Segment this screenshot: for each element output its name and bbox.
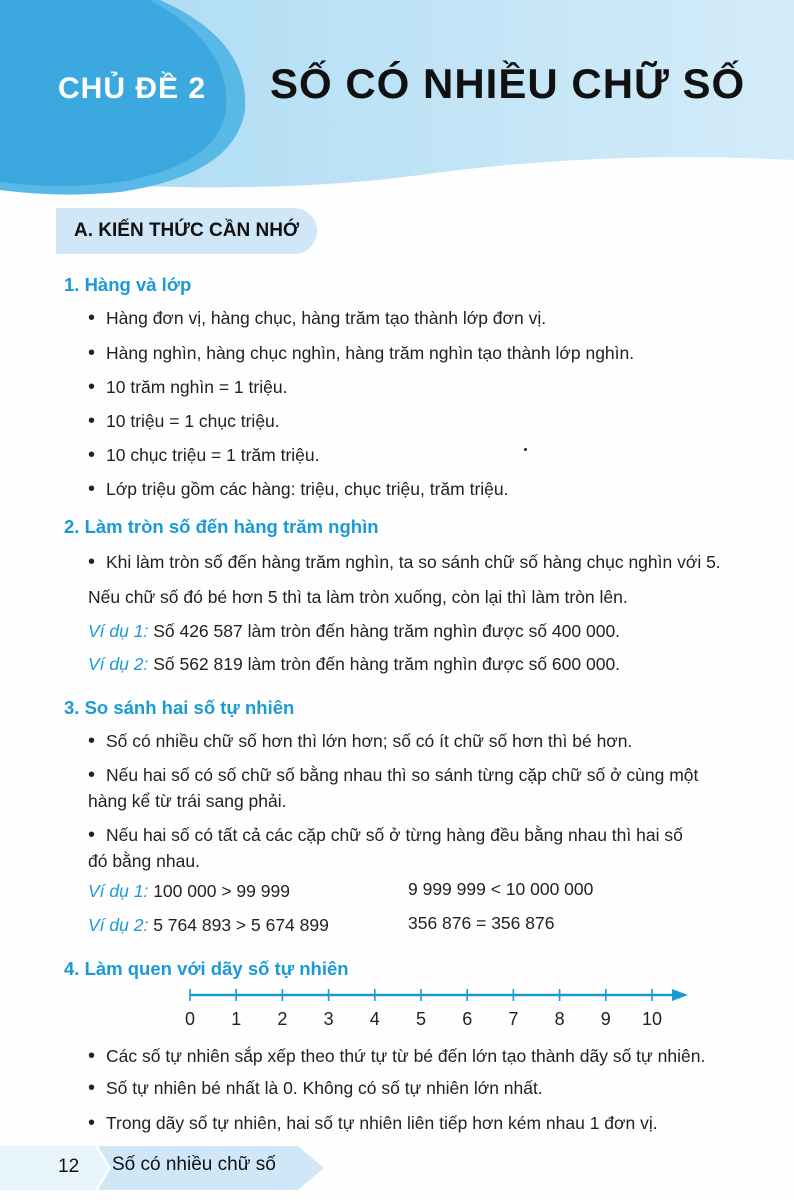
- example-label: Ví dụ 2:: [88, 654, 149, 674]
- number-line-label: 1: [231, 1009, 242, 1029]
- example-label: Ví dụ 1:: [88, 621, 149, 641]
- number-line-label: 6: [462, 1009, 473, 1029]
- list-item: • Số có nhiều chữ số hơn thì lớn hơn; số có ít chữ số hơn thì bé hơn.: [106, 731, 632, 752]
- topic-label: CHỦ ĐỀ 2: [58, 72, 207, 105]
- number-line-label: 2: [277, 1009, 288, 1029]
- paragraph-line: Nếu chữ số đó bé hơn 5 thì ta làm tròn xuống, còn lại thì làm tròn lên.: [88, 587, 628, 607]
- paragraph-line: hàng kể từ trái sang phải.: [88, 791, 287, 811]
- list-item: • Nếu hai số có số chữ số bằng nhau thì so sánh từng cặp chữ số ở cùng một: [106, 765, 698, 786]
- example-text: Số 562 819 làm tròn đến hàng trăm nghìn được số 600 000.: [153, 654, 621, 674]
- number-line-label: 4: [369, 1009, 380, 1029]
- number-line-label: 3: [323, 1009, 334, 1029]
- example-line: [88, 654, 620, 675]
- section-a-title: A. KIẾN THỨC CẦN NHỚ: [56, 208, 317, 254]
- example-line: [88, 915, 329, 936]
- example-line: [88, 621, 620, 642]
- number-line-label: 10: [641, 1009, 663, 1029]
- heading-day-so: 4. Làm quen với dãy số tự nhiên: [64, 958, 349, 979]
- list-item: • Hàng nghìn, hàng chục nghìn, hàng trăm nghìn tạo thành lớp nghìn.: [106, 343, 634, 364]
- list-item: • Trong dãy số tự nhiên, hai số tự nhiên liên tiếp hơn kém nhau 1 đơn vị.: [106, 1113, 658, 1134]
- list-item: • Lớp triệu gồm các hàng: triệu, chục triệu, trăm triệu.: [106, 479, 509, 500]
- example-text-right: 9 999 999 < 10 000 000: [408, 879, 594, 899]
- list-item: • Khi làm tròn số đến hàng trăm nghìn, ta so sánh chữ số hàng chục nghìn với 5.: [106, 552, 721, 573]
- stray-dot: [524, 448, 527, 451]
- number-line: [180, 980, 700, 1036]
- number-line-arrow: [672, 989, 688, 1001]
- list-item: • Số tự nhiên bé nhất là 0. Không có số tự nhiên lớn nhất.: [106, 1078, 543, 1099]
- example-text: 100 000 > 99 999: [153, 881, 290, 901]
- list-item: • Hàng đơn vị, hàng chục, hàng trăm tạo thành lớp đơn vị.: [106, 308, 546, 329]
- list-item: • Các số tự nhiên sắp xếp theo thứ tự từ bé đến lớn tạo thành dãy số tự nhiên.: [106, 1046, 705, 1067]
- page-number: 12: [58, 1156, 80, 1177]
- heading-lam-tron: 2. Làm tròn số đến hàng trăm nghìn: [64, 516, 379, 537]
- example-label: Ví dụ 1:: [88, 881, 149, 901]
- chapter-title: SỐ CÓ NHIỀU CHỮ SỐ: [270, 60, 746, 107]
- example-text: Số 426 587 làm tròn đến hàng trăm nghìn được số 400 000.: [153, 621, 621, 641]
- list-item: • 10 chục triệu = 1 trăm triệu.: [106, 445, 320, 466]
- example-label: Ví dụ 2:: [88, 915, 149, 935]
- number-line-label: 8: [554, 1009, 565, 1029]
- heading-so-sanh: 3. So sánh hai số tự nhiên: [64, 697, 295, 718]
- number-line-label: 7: [508, 1009, 519, 1029]
- list-item: • Nếu hai số có tất cả các cặp chữ số ở từng hàng đều bằng nhau thì hai số: [106, 825, 683, 846]
- heading-hang-va-lop: 1. Hàng và lớp: [64, 274, 192, 295]
- example-line: [88, 881, 290, 902]
- example-text: 5 764 893 > 5 674 899: [153, 915, 329, 935]
- paragraph-line: đó bằng nhau.: [88, 851, 200, 871]
- number-line-label: 9: [600, 1009, 611, 1029]
- number-line-label: 0: [184, 1009, 196, 1029]
- list-item: • 10 triệu = 1 chục triệu.: [106, 411, 280, 432]
- example-text-right: 356 876 = 356 876: [408, 913, 555, 933]
- footer-section-name: Số có nhiều chữ số: [112, 1154, 276, 1175]
- number-line-label: 5: [415, 1009, 427, 1029]
- list-item: • 10 trăm nghìn = 1 triệu.: [106, 377, 287, 398]
